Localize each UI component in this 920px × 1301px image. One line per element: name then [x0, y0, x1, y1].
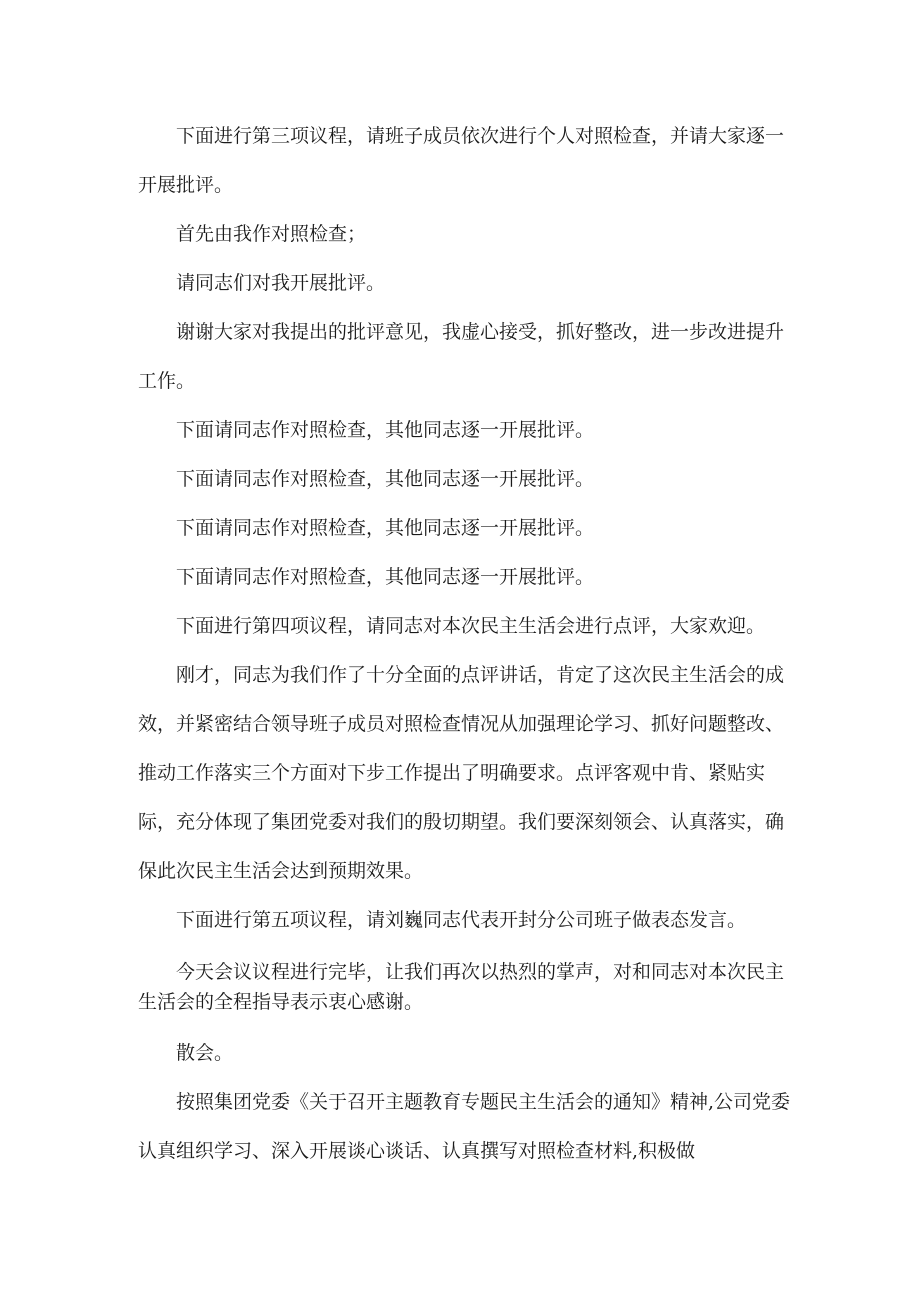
paragraph-agenda-five: 下面进行第五项议程，请刘巍同志代表开封分公司班子做表态发言。 — [176, 909, 747, 931]
paragraph-review-summary: 刚才，同志为我们作了十分全面的点评讲话，肯定了这次民主生活会的成效，并紧密结合领导班子成员对照检查情况从加强理论学习、抓好问题整改、推动工作落实三个方面对下步工作提出了明确要求。点评客观中肯、紧贴实际，充分体现了集团党委对我们的殷切期望。我们要深刻领会、认真落实，确保此次民主生活会达到预期效果。 — [138, 664, 785, 882]
paragraph-agenda-four: 下面进行第四项议程，请同志对本次民主生活会进行点评，大家欢迎。 — [176, 615, 766, 637]
paragraph-self-check: 首先由我作对照检查； — [176, 223, 367, 245]
paragraph-comrade-check-2: 下面请同志作对照检查，其他同志逐一开展批评。 — [176, 468, 595, 490]
paragraph-adjourn: 散会。 — [176, 1042, 234, 1064]
paragraph-group-notice: 按照集团党委《关于召开主题教育专题民主生活会的通知》精神,公司党委认真组织学习、深入开展谈心谈话、认真撰写对照检查材料,积极做 — [138, 1091, 791, 1162]
paragraph-comrade-check-3: 下面请同志作对照检查，其他同志逐一开展批评。 — [176, 517, 595, 539]
document-body — [138, 112, 798, 1176]
paragraph-thanks: 谢谢大家对我提出的批评意见，我虚心接受，抓好整改，进一步改进提升工作。 — [138, 321, 785, 392]
paragraph-comrade-check-4: 下面请同志作对照检查，其他同志逐一开展批评。 — [176, 566, 595, 588]
paragraph-request-criticism: 请同志们对我开展批评。 — [176, 272, 386, 294]
paragraph-comrade-check-1: 下面请同志作对照检查，其他同志逐一开展批评。 — [176, 419, 595, 441]
paragraph-agenda-three: 下面进行第三项议程，请班子成员依次进行个人对照检查，并请大家逐一开展批评。 — [138, 125, 785, 196]
paragraph-closing-thanks: 今天会议议程进行完毕，让我们再次以热烈的掌声，对和同志对本次民主生活会的全程指导表示衷心感谢。 — [138, 961, 785, 1013]
